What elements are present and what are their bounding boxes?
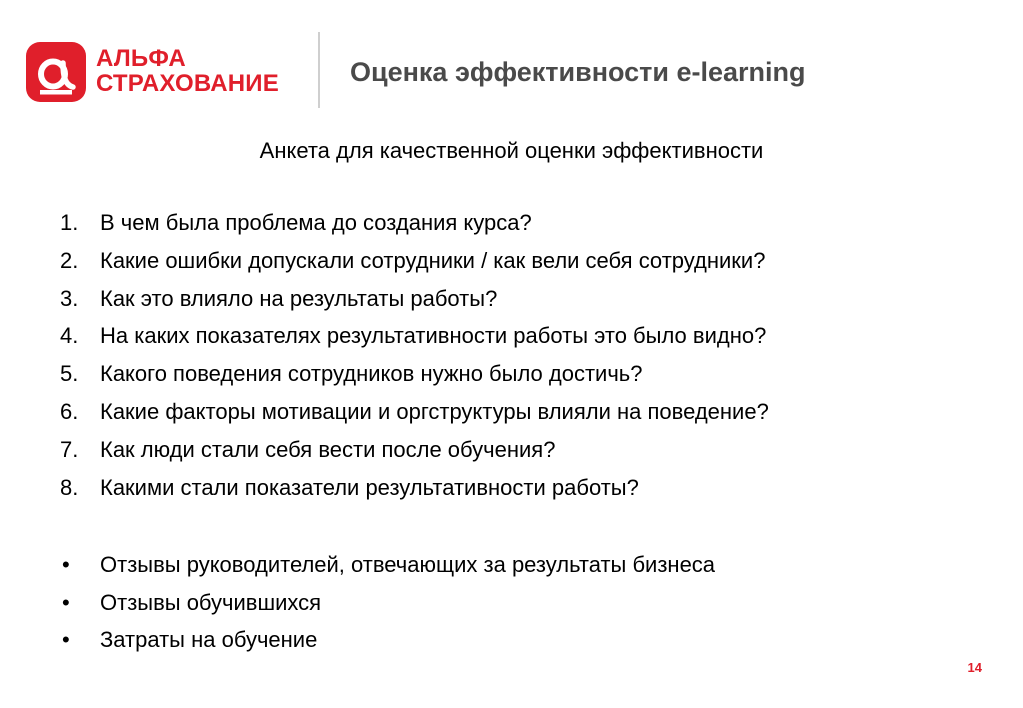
question-number: 7. (60, 436, 79, 462)
logo-line-1: АЛЬФА (96, 45, 186, 72)
question-text: На каких показателях результативности работы это было видно? (100, 323, 767, 349)
question-text: Какие факторы мотивации и оргструктуры влияли на поведение? (100, 398, 769, 424)
question-text: Какого поведения сотрудников нужно было достичь? (100, 361, 643, 387)
question-text: Какими стали показатели результативности работы? (100, 474, 639, 500)
question-text: Как это влияло на результаты работы? (100, 285, 498, 311)
bullet-text: Затраты на обучение (100, 627, 318, 652)
logo-wordmark (96, 46, 279, 96)
bullet-text: Отзывы обучившихся (100, 589, 322, 615)
alfa-logo-icon (26, 42, 86, 102)
question-text: Как люди стали себя вести после обучения? (100, 436, 556, 462)
question-number: 4. (60, 323, 79, 349)
question-number: 8. (60, 474, 79, 500)
bullet-marker: • (62, 589, 70, 615)
survey-subtitle: Анкета для качественной оценки эффективности (259, 138, 764, 163)
bullet-marker: • (62, 627, 70, 652)
question-number: 1. (60, 210, 79, 235)
question-text: В чем была проблема до создания курса? (100, 210, 532, 235)
question-number: 6. (60, 398, 79, 424)
bullet-marker: • (62, 552, 70, 577)
page-title: Оценка эффективности e-learning (350, 57, 806, 87)
question-number: 2. (60, 247, 79, 273)
page-number: 14 (967, 660, 982, 675)
logo-line-2: СТРАХОВАНИЕ (96, 70, 279, 97)
header-divider (318, 32, 320, 108)
bullet-text: Отзывы руководителей, отвечающих за результаты бизнеса (100, 552, 716, 577)
company-logo (26, 42, 316, 104)
question-number: 5. (60, 361, 79, 387)
question-number: 3. (60, 285, 79, 311)
question-text: Какие ошибки допускали сотрудники / как вели себя сотрудники? (100, 247, 766, 273)
